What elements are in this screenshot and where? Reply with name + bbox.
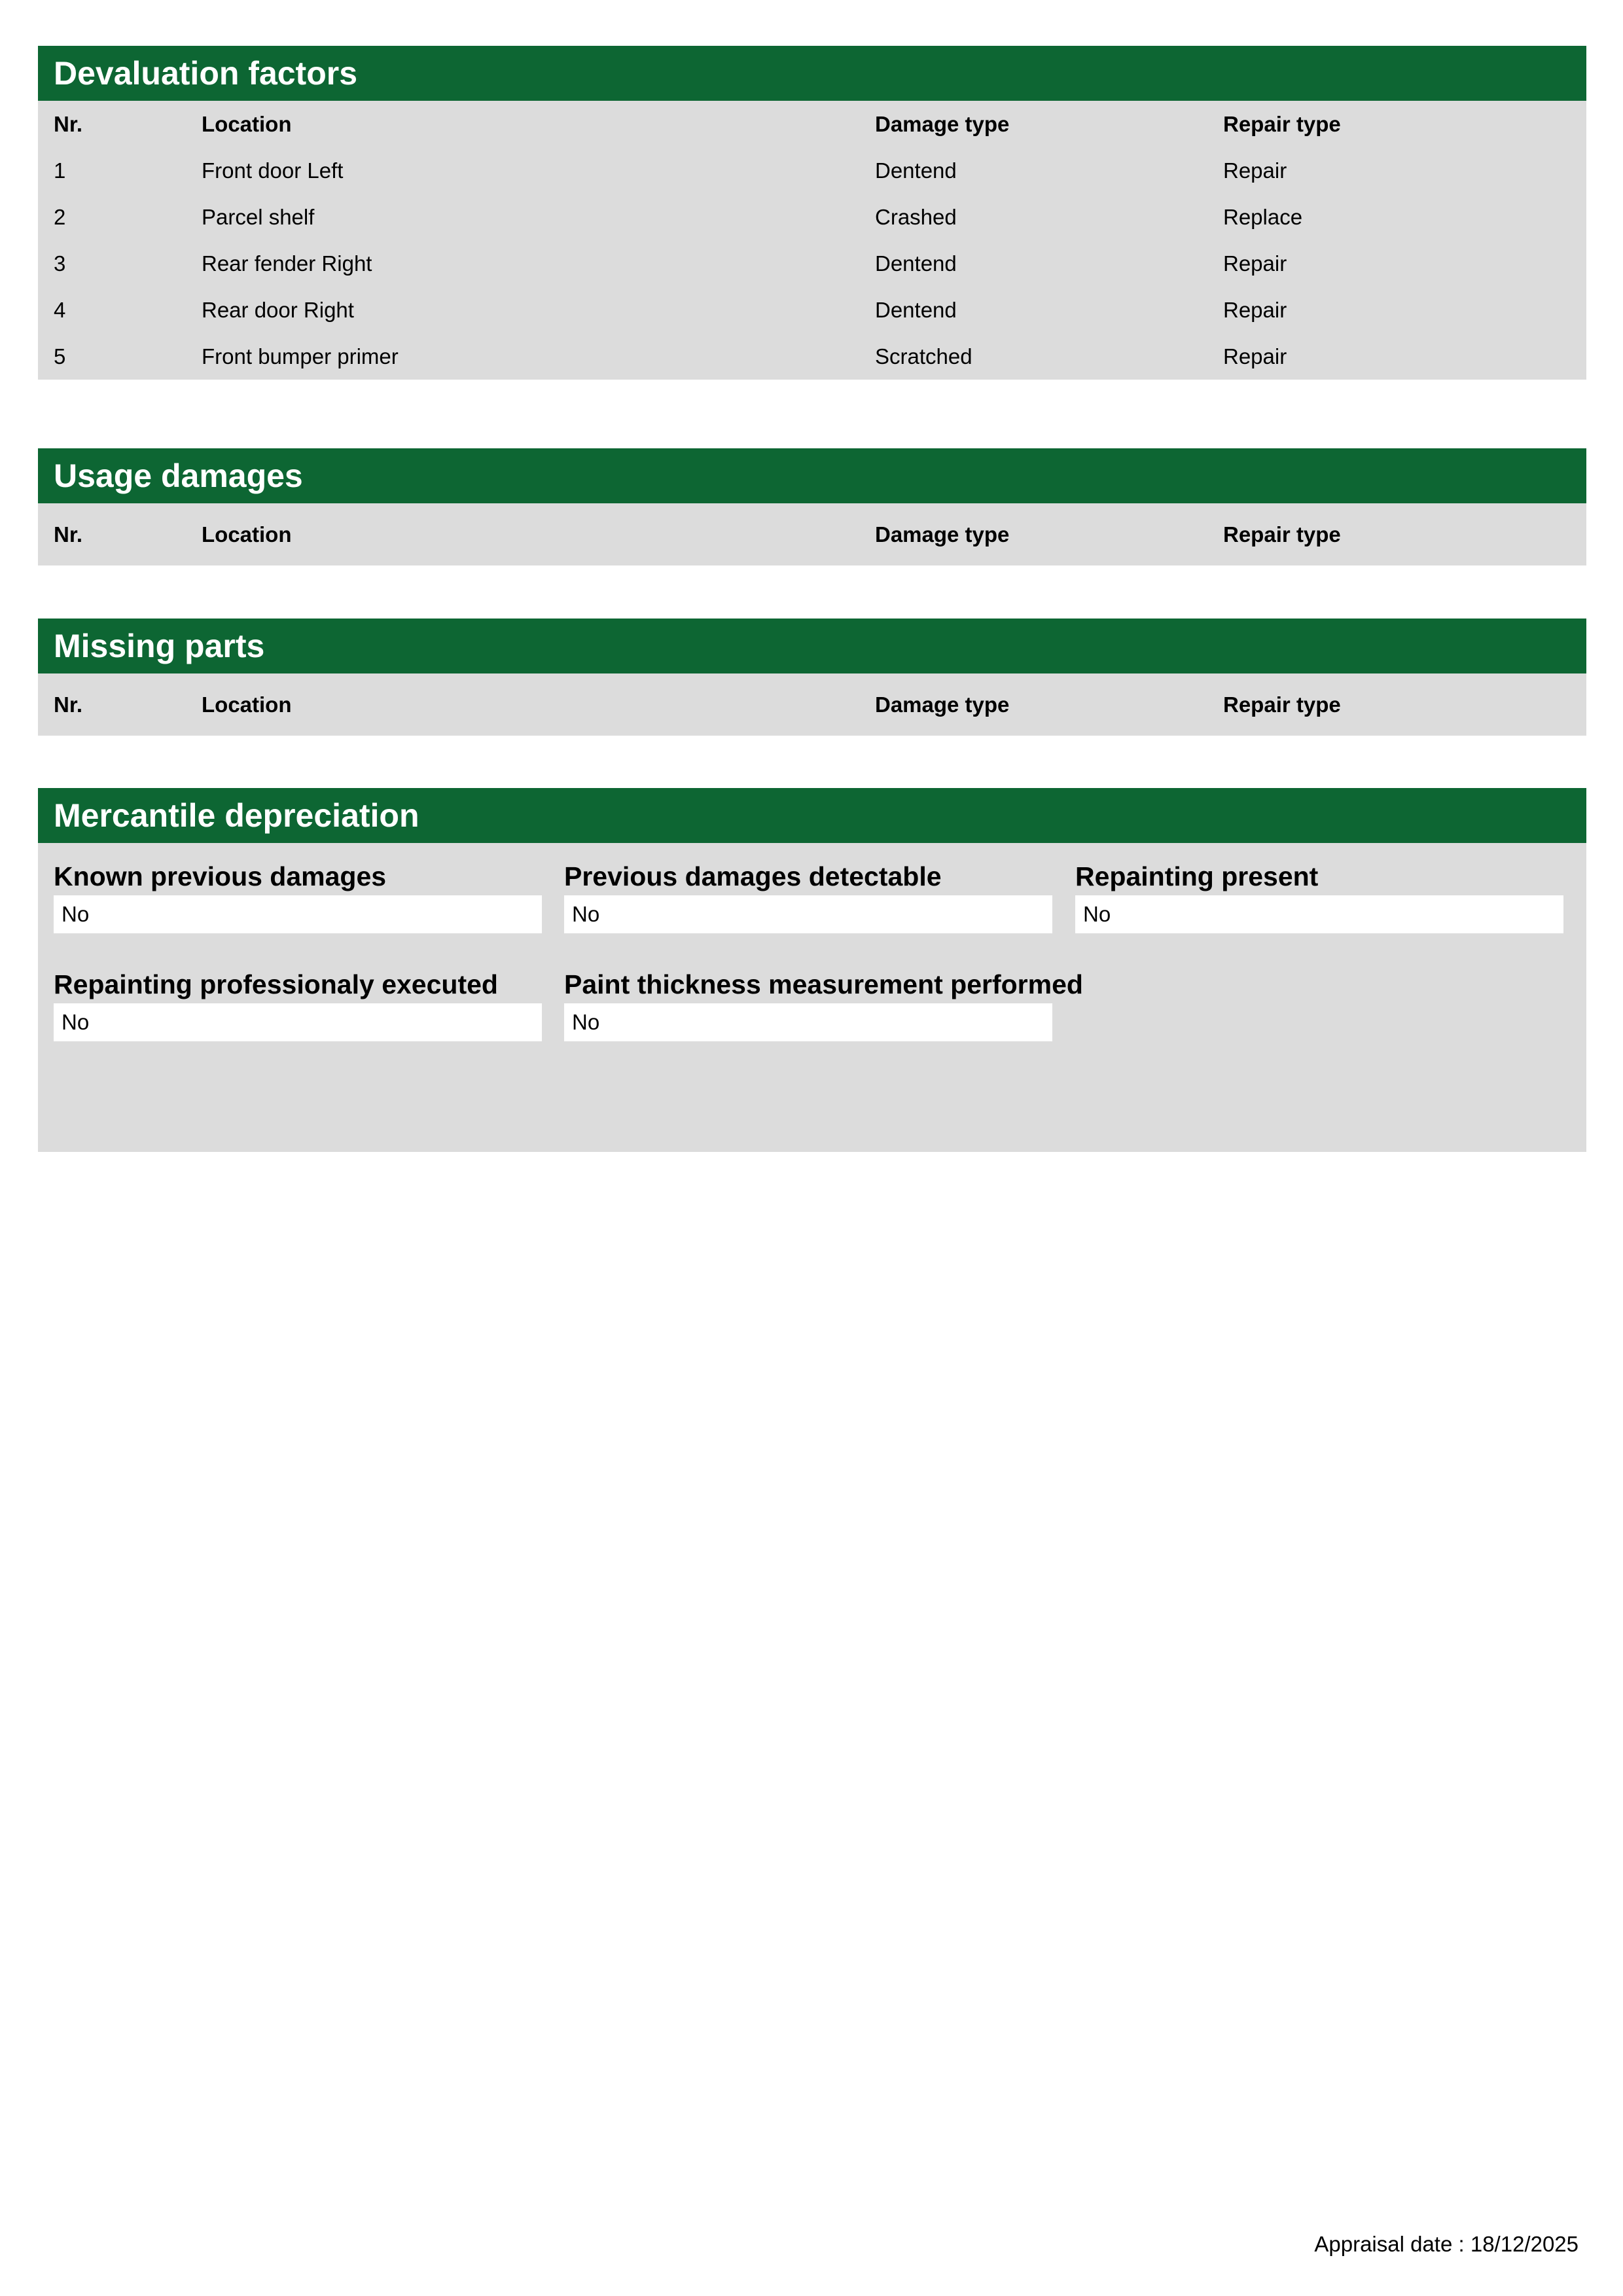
mercantile-body	[38, 843, 1586, 1152]
usage-damages-section	[38, 448, 1586, 565]
field-value: No	[564, 1003, 1052, 1041]
header-nr: Nr.	[54, 522, 83, 547]
header-damage-type: Damage type	[875, 522, 1010, 547]
field-label: Repainting professionaly executed	[54, 969, 498, 999]
cell-repair-type: Repair	[1223, 158, 1287, 183]
field-value: No	[54, 1003, 542, 1041]
header-damage-type: Damage type	[875, 111, 1010, 136]
header-nr: Nr.	[54, 111, 83, 136]
field-label: Previous damages detectable	[564, 861, 942, 891]
header-repair-type: Repair type	[1223, 111, 1341, 136]
cell-damage-type: Dentend	[875, 158, 957, 183]
previous-damages-detectable-field	[564, 860, 1052, 933]
field-label: Paint thickness measurement performed	[564, 969, 1083, 999]
cell-location: Parcel shelf	[202, 204, 315, 229]
missing-parts-title: Missing parts	[38, 619, 1586, 673]
cell-repair-type: Repair	[1223, 251, 1287, 276]
usage-damages-title: Usage damages	[38, 448, 1586, 503]
header-repair-type: Repair type	[1223, 522, 1341, 547]
missing-parts-table	[38, 673, 1586, 736]
header-location: Location	[202, 522, 292, 547]
devaluation-section	[38, 46, 1586, 380]
table-row	[38, 333, 1586, 380]
field-value: No	[564, 895, 1052, 933]
cell-damage-type: Dentend	[875, 297, 957, 322]
repainting-present-field	[1075, 860, 1563, 933]
table-row	[38, 194, 1586, 240]
field-value: No	[54, 895, 542, 933]
field-value: No	[1075, 895, 1563, 933]
cell-nr: 3	[54, 251, 66, 276]
cell-nr: 2	[54, 204, 66, 229]
header-location: Location	[202, 111, 292, 136]
header-repair-type: Repair type	[1223, 692, 1341, 717]
missing-parts-section	[38, 619, 1586, 736]
cell-repair-type: Replace	[1223, 204, 1303, 229]
table-row	[38, 287, 1586, 333]
known-previous-damages-field	[54, 860, 542, 933]
cell-location: Rear door Right	[202, 297, 354, 322]
cell-nr: 5	[54, 344, 66, 368]
cell-nr: 4	[54, 297, 66, 322]
mercantile-section	[38, 788, 1586, 1152]
appraisal-date: Appraisal date : 18/12/2025	[1314, 2232, 1578, 2256]
devaluation-table	[38, 101, 1586, 380]
usage-damages-table	[38, 503, 1586, 565]
cell-location: Front door Left	[202, 158, 344, 183]
cell-location: Front bumper primer	[202, 344, 399, 368]
cell-damage-type: Dentend	[875, 251, 957, 276]
field-label: Known previous damages	[54, 861, 387, 891]
mercantile-title: Mercantile depreciation	[38, 788, 1586, 843]
paint-thickness-measurement-field	[564, 968, 1083, 1041]
header-location: Location	[202, 692, 292, 717]
table-header-row	[38, 673, 1586, 736]
repainting-professionally-executed-field	[54, 968, 542, 1041]
header-damage-type: Damage type	[875, 692, 1010, 717]
cell-damage-type: Scratched	[875, 344, 972, 368]
table-row	[38, 240, 1586, 287]
cell-repair-type: Repair	[1223, 344, 1287, 368]
cell-repair-type: Repair	[1223, 297, 1287, 322]
header-nr: Nr.	[54, 692, 83, 717]
cell-location: Rear fender Right	[202, 251, 372, 276]
cell-damage-type: Crashed	[875, 204, 957, 229]
table-header-row	[38, 503, 1586, 565]
cell-nr: 1	[54, 158, 66, 183]
table-header-row	[38, 101, 1586, 147]
field-label: Repainting present	[1075, 861, 1319, 891]
devaluation-title: Devaluation factors	[38, 46, 1586, 101]
table-row	[38, 147, 1586, 194]
